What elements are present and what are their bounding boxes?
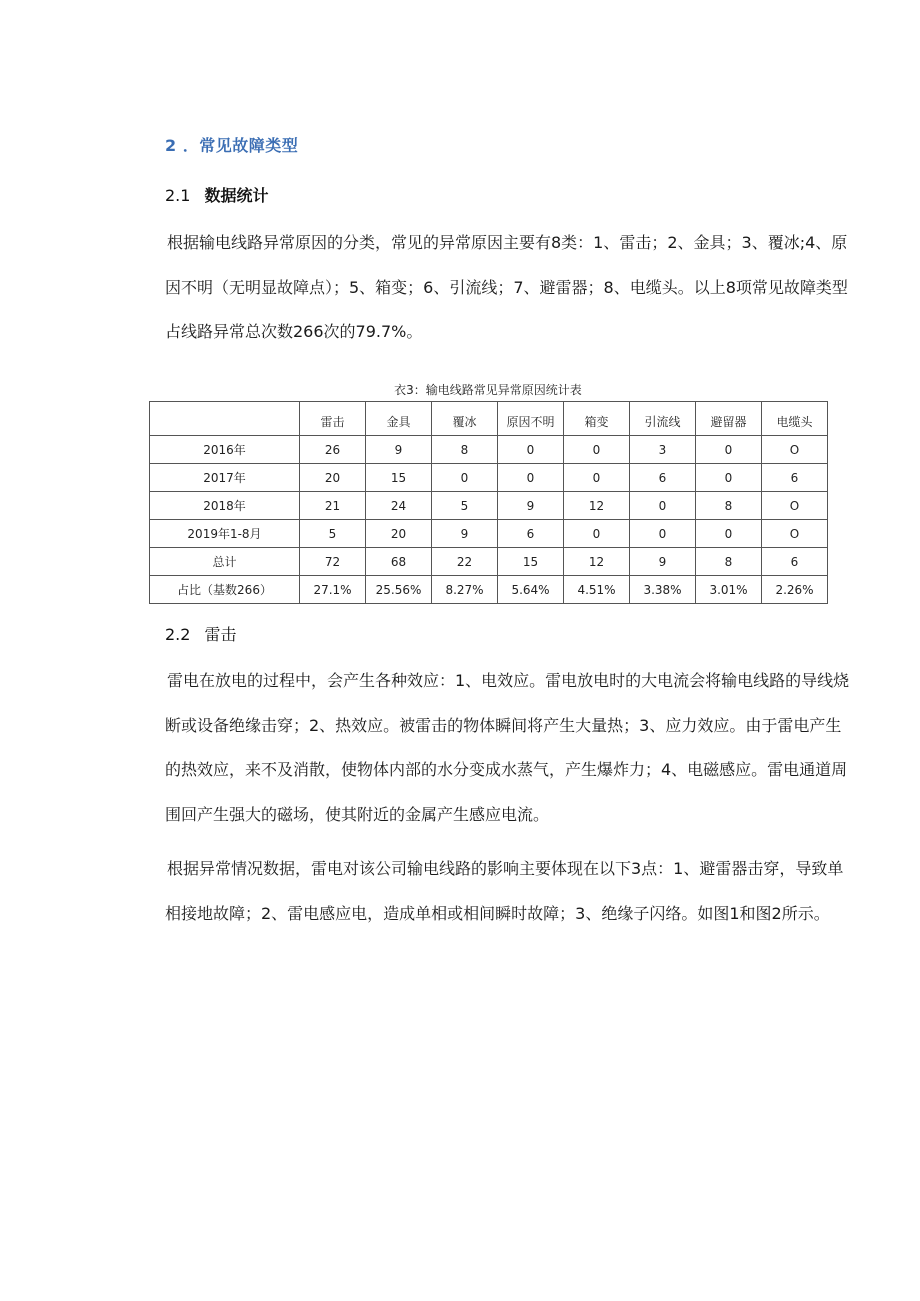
table-caption: 衣3：输电线路常见异常原因统计表	[394, 383, 582, 397]
table-cell: 20	[366, 520, 432, 548]
table-cell: 12	[564, 548, 630, 576]
subsection-heading-data-statistics	[165, 183, 268, 206]
table-cell: 21	[300, 492, 366, 520]
table-cell: 8.27%	[432, 576, 498, 604]
table-cell: 5	[432, 492, 498, 520]
paragraph-lightning-impact: 根据异常情况数据，雷电对该公司输电线路的影响主要体现在以下3点：1、避雷器击穿，导致单相接地故障；2、雷电感应电，造成单相或相间瞬时故障；3、绝缘子闪络。如图1和图2所示。	[165, 859, 844, 923]
table-cell: 15	[498, 548, 564, 576]
column-header: 箱变	[564, 402, 630, 436]
table-cell: O	[762, 492, 828, 520]
table-row	[150, 492, 828, 520]
table-cell: 0	[564, 464, 630, 492]
table-cell: 0	[498, 464, 564, 492]
table-cell: 25.56%	[366, 576, 432, 604]
subsection-title: 雷击	[204, 625, 237, 644]
column-header: 覆冰	[432, 402, 498, 436]
table-cell: 3.38%	[630, 576, 696, 604]
table-cell: 20	[300, 464, 366, 492]
table-cell: 0	[564, 520, 630, 548]
table-row	[150, 520, 828, 548]
table-cell: 12	[564, 492, 630, 520]
table-cell: 0	[696, 436, 762, 464]
row-label: 2018年	[150, 492, 300, 520]
table-cell: 6	[762, 464, 828, 492]
table-cell: 24	[366, 492, 432, 520]
column-header: 金具	[366, 402, 432, 436]
row-label: 占比（基数266）	[150, 576, 300, 604]
column-header: 原因不明	[498, 402, 564, 436]
table-cell: 26	[300, 436, 366, 464]
table-cell: 15	[366, 464, 432, 492]
table-cell: 0	[498, 436, 564, 464]
table-cell: 6	[630, 464, 696, 492]
table-cell: 0	[696, 520, 762, 548]
column-header: 避留器	[696, 402, 762, 436]
table-cell: 6	[762, 548, 828, 576]
table-row	[150, 464, 828, 492]
table-cell: 72	[300, 548, 366, 576]
table-row	[150, 436, 828, 464]
table-cell: 5	[300, 520, 366, 548]
subsection-heading-lightning	[165, 622, 236, 645]
table-header-row	[150, 402, 828, 436]
paragraph-lightning-effects: 雷电在放电的过程中，会产生各种效应：1、电效应。雷电放电时的大电流会将输电线路的导线烧断或设备绝缘击穿；2、热效应。被雷击的物体瞬间将产生大量热；3、应力效应。由于雷电产生的热效应，来不及消散，使物体内部的水分变成水蒸气，产生爆炸力；4、电磁感应。雷电通道周围回产生强大的磁场，使其附近的金属产生感应电流。	[165, 671, 850, 824]
column-header: 雷击	[300, 402, 366, 436]
row-label: 总计	[150, 548, 300, 576]
table-cell: 68	[366, 548, 432, 576]
table-cell: 27.1%	[300, 576, 366, 604]
table-cell: 8	[432, 436, 498, 464]
table-cell: 9	[630, 548, 696, 576]
row-label: 2019年1-8月	[150, 520, 300, 548]
table-cell: 22	[432, 548, 498, 576]
table-cell: O	[762, 436, 828, 464]
table-row-total	[150, 548, 828, 576]
row-label: 2016年	[150, 436, 300, 464]
table-cell: 9	[498, 492, 564, 520]
table-cell: 0	[630, 520, 696, 548]
section-heading: 2 ．常见故障类型	[165, 136, 299, 155]
table-cell: O	[762, 520, 828, 548]
table-corner-cell	[150, 402, 300, 436]
table-cell: 9	[432, 520, 498, 548]
subsection-number: 2.2	[165, 625, 191, 644]
row-label: 2017年	[150, 464, 300, 492]
fault-statistics-table	[149, 401, 828, 604]
table-cell: 0	[630, 492, 696, 520]
table-cell: 0	[432, 464, 498, 492]
subsection-number: 2.1	[165, 186, 191, 205]
table-cell: 9	[366, 436, 432, 464]
table-cell: 8	[696, 492, 762, 520]
table-cell: 5.64%	[498, 576, 564, 604]
paragraph-fault-categories: 根据输电线路异常原因的分类，常见的异常原因主要有8类：1、雷击；2、金具；3、覆冰;4、原因不明（无明显故障点）；5、箱变；6、引流线；7、避雷器；8、电缆头。以上8项常见故障类型占线路异常总次数266次的79.7%。	[165, 233, 848, 341]
table-cell: 0	[564, 436, 630, 464]
table-cell: 2.26%	[762, 576, 828, 604]
table-row-ratio	[150, 576, 828, 604]
table-cell: 8	[696, 548, 762, 576]
table-cell: 6	[498, 520, 564, 548]
table-cell: 0	[696, 464, 762, 492]
column-header: 电缆头	[762, 402, 828, 436]
table-cell: 3	[630, 436, 696, 464]
table-cell: 4.51%	[564, 576, 630, 604]
subsection-title: 数据统计	[204, 186, 269, 205]
column-header: 引流线	[630, 402, 696, 436]
table-cell: 3.01%	[696, 576, 762, 604]
